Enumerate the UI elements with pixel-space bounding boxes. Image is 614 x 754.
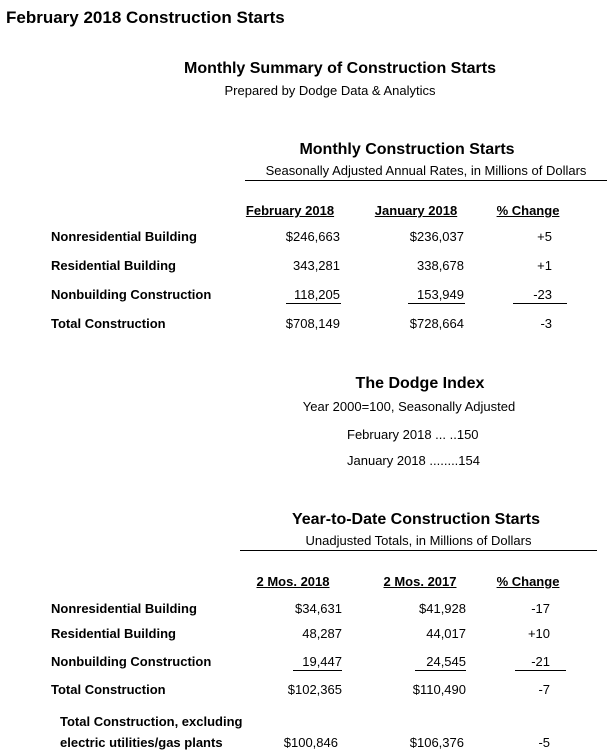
monthly-row-pct: +1 [537, 258, 552, 273]
ytd-row-label: Nonresidential Building [51, 601, 197, 616]
monthly-row-v2: $728,664 [409, 316, 464, 331]
ytd-row-label: Nonbuilding Construction [51, 654, 212, 669]
monthly-row-label: Nonresidential Building [51, 229, 197, 244]
ytd-col-header-3: % Change [496, 574, 560, 589]
dodge-index-line-2: January 2018 ........154 [347, 453, 480, 468]
ytd-row-v2: 44,017 [426, 626, 466, 641]
monthly-row-label: Total Construction [51, 316, 166, 331]
ytd-row-pct: +10 [527, 626, 550, 641]
monthly-row-v1: $708,149 [285, 316, 340, 331]
ytd-col-header-2: 2 Mos. 2017 [383, 574, 457, 589]
monthly-row-pct: -23 [533, 287, 552, 302]
monthly-row-v1: 118,205 [293, 287, 340, 302]
prepared-by: Prepared by Dodge Data & Analytics [224, 83, 436, 98]
monthly-subtotal-rule-1 [286, 303, 341, 304]
monthly-col-header-3: % Change [496, 203, 560, 218]
ytd-row-v2: 24,545 [426, 654, 466, 669]
ytd-row-v1: $102,365 [287, 682, 342, 697]
ytd-subtotal-rule-1 [293, 670, 342, 671]
monthly-row-v2: 338,678 [417, 258, 464, 273]
monthly-subheading: Seasonally Adjusted Annual Rates, in Millions of Dollars [265, 163, 587, 178]
ytd-excl-v1: $100,846 [283, 735, 338, 750]
dodge-index-subheading: Year 2000=100, Seasonally Adjusted [302, 399, 516, 414]
ytd-row-label: Total Construction [51, 682, 166, 697]
ytd-row-v1: 19,447 [302, 654, 342, 669]
monthly-row-label: Residential Building [51, 258, 176, 273]
ytd-row-v1: $34,631 [295, 601, 342, 616]
monthly-row-pct: +5 [537, 229, 552, 244]
ytd-excl-label-line-2: electric utilities/gas plants [60, 735, 223, 750]
ytd-heading: Year-to-Date Construction Starts [291, 511, 541, 528]
ytd-subtotal-rule-2 [415, 670, 466, 671]
monthly-row-v1: $246,663 [285, 229, 340, 244]
monthly-row-v2: 153,949 [417, 287, 464, 302]
monthly-col-header-2: January 2018 [374, 203, 458, 218]
monthly-subtotal-rule-2 [408, 303, 465, 304]
monthly-subtotal-rule-3 [513, 303, 567, 304]
dodge-index-heading: The Dodge Index [355, 375, 485, 392]
monthly-row-pct: -3 [540, 316, 552, 331]
ytd-row-v2: $110,490 [412, 682, 466, 697]
ytd-row-pct: -17 [531, 601, 550, 616]
monthly-subheading-rule [245, 180, 607, 181]
monthly-heading: Monthly Construction Starts [299, 141, 515, 158]
ytd-subheading: Unadjusted Totals, in Millions of Dollars [305, 533, 532, 548]
summary-heading: Monthly Summary of Construction Starts [183, 60, 497, 77]
monthly-row-v2: $236,037 [409, 229, 464, 244]
page-title: February 2018 Construction Starts [6, 8, 285, 27]
ytd-excl-v2: $106,376 [409, 735, 464, 750]
ytd-subheading-rule [240, 550, 597, 551]
ytd-excl-label-line-1: Total Construction, excluding [60, 714, 243, 729]
ytd-col-header-1: 2 Mos. 2018 [256, 574, 330, 589]
monthly-row-v1: 343,281 [293, 258, 340, 273]
ytd-row-v2: $41,928 [419, 601, 466, 616]
ytd-row-v1: 48,287 [302, 626, 342, 641]
dodge-index-line-1: February 2018 ... ..150 [347, 427, 479, 442]
ytd-row-label: Residential Building [51, 626, 176, 641]
monthly-row-label: Nonbuilding Construction [51, 287, 212, 302]
monthly-col-header-1: February 2018 [245, 203, 335, 218]
ytd-subtotal-rule-3 [515, 670, 566, 671]
ytd-row-pct: -21 [531, 654, 550, 669]
ytd-row-pct: -7 [538, 682, 550, 697]
ytd-excl-pct: -5 [538, 735, 550, 750]
